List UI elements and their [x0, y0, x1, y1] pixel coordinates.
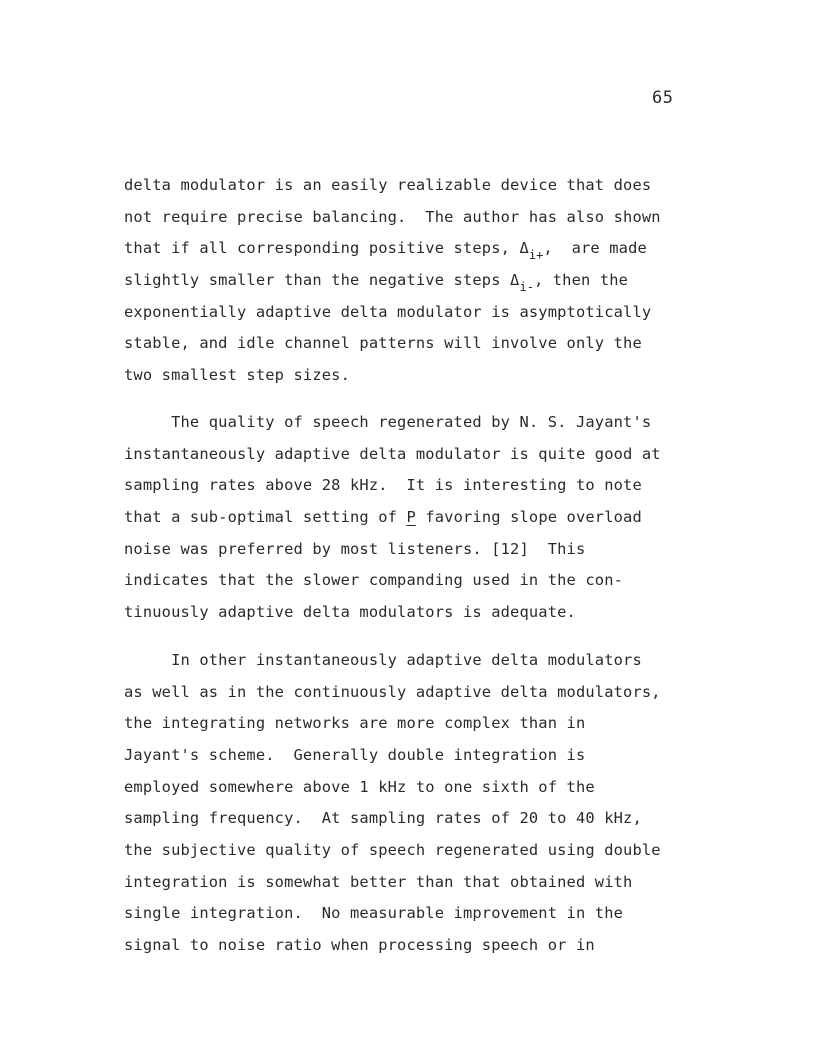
text-line: delta modulator is an easily realizable device that does [124, 176, 652, 194]
text-line: single integration. No measurable improvement in the [124, 904, 624, 922]
text-span: , then the [533, 271, 629, 289]
text-line: as well as in the continuously adaptive delta modulators, [124, 683, 661, 701]
text-line [124, 269, 628, 292]
text-line: integration is somewhat better than that obtained with [124, 873, 633, 891]
text-line: indicates that the slower companding used in the con- [124, 571, 624, 589]
text-line: exponentially adaptive delta modulator is asymptotically [124, 303, 652, 321]
text-line: Jayant's scheme. Generally double integration is [124, 746, 586, 764]
text-span: favoring slope overload [415, 508, 642, 526]
underlined-symbol: P [406, 508, 416, 526]
text-line: the integrating networks are more complex than in [124, 714, 586, 732]
text-line: stable, and idle channel patterns will involve only the [124, 334, 642, 352]
text-line: instantaneously adaptive delta modulator is quite good at [124, 445, 661, 463]
text-line: sampling rates above 28 kHz. It is interesting to note [124, 476, 642, 494]
text-line [124, 506, 642, 528]
subscript: i+ [528, 248, 544, 262]
text-line [124, 237, 647, 260]
text-line: noise was preferred by most listeners. [12] This [124, 540, 586, 558]
text-line: The quality of speech regenerated by N. S. Jayant's [124, 413, 652, 431]
text-line: sampling frequency. At sampling rates of 20 to 40 kHz, [124, 809, 642, 827]
page-number: 65 [652, 88, 674, 108]
text-span: that if all corresponding positive steps, Δ [124, 239, 529, 257]
text-line: signal to noise ratio when processing speech or in [124, 936, 595, 954]
text-span: , are made [543, 239, 647, 257]
text-line: employed somewhere above 1 kHz to one sixth of the [124, 778, 595, 796]
text-line: not require precise balancing. The author has also shown [124, 208, 661, 226]
text-span: slightly smaller than the negative steps Δ [124, 271, 520, 289]
text-span: that a sub-optimal setting of [124, 508, 407, 526]
text-line: In other instantaneously adaptive delta modulators [124, 651, 642, 669]
text-line: the subjective quality of speech regenerated using double [124, 841, 661, 859]
text-line: tinuously adaptive delta modulators is adequate. [124, 603, 576, 621]
subscript: i- [519, 280, 534, 294]
text-line: two smallest step sizes. [124, 366, 350, 384]
